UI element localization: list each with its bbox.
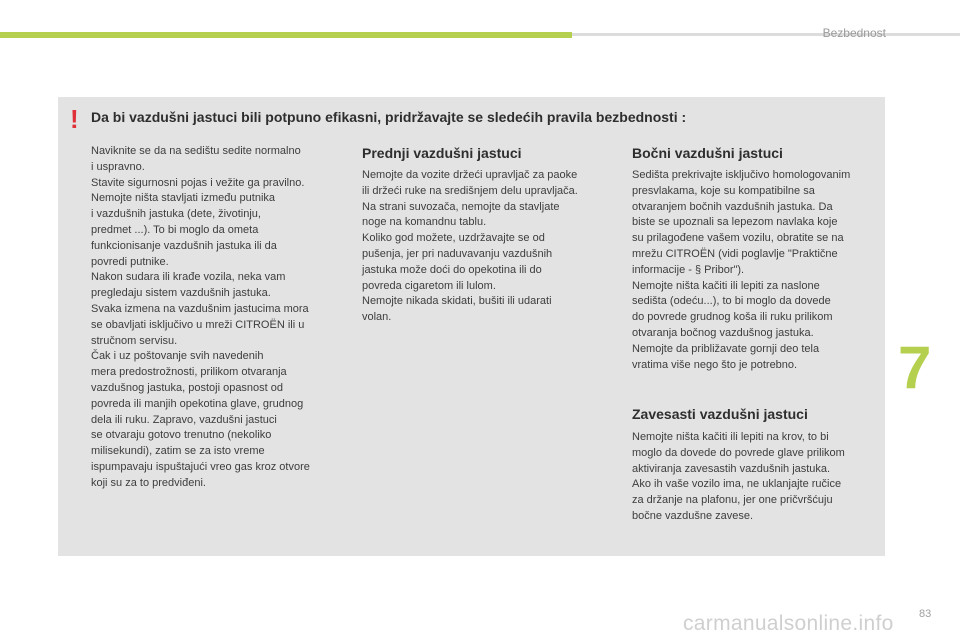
curtain-airbags-text (632, 430, 882, 525)
text-line: otvaranja bočnog vazdušnog jastuka. (632, 326, 814, 339)
text-line: za držanje na plafonu, jer one pričvršćuju (632, 494, 833, 507)
text-line: Koliko god možete, uzdržavajte se od (362, 232, 545, 245)
text-line: volan. (362, 311, 392, 324)
text-line: i uspravno. (91, 160, 145, 173)
text-line: Nemojte nikada skidati, bušiti ili udarati (362, 295, 552, 308)
text-line: povreda cigaretom ili lulom. (362, 279, 496, 292)
text-line: se otvaraju gotovo trenutno (nekoliko (91, 429, 272, 442)
watermark: carmanualsonline.info (683, 612, 894, 635)
text-line: Čak i uz poštovanje svih navedenih (91, 350, 264, 363)
text-line: Nakon sudara ili krađe vozila, neka vam (91, 271, 286, 284)
panel-heading: Da bi vazdušni jastuci bili potpuno efikasni, pridržavajte se sledećih pravila bezbednosti : (91, 109, 687, 125)
front-airbags-heading: Prednji vazdušni jastuci (362, 145, 522, 161)
text-line: bočne vazdušne zavese. (632, 509, 754, 522)
front-airbags-text (362, 168, 612, 326)
text-line: mera predostrožnosti, prilikom otvaranja (91, 366, 287, 379)
text-line: presvlakama, koje su kompatibilne sa (632, 184, 815, 197)
text-line: milisekundi), zatim se za isto vreme (91, 445, 265, 458)
text-line: aktiviranja zavesastih vazdušnih jastuka. (632, 462, 831, 475)
text-line: Nemojte da približavate gornji deo tela (632, 342, 820, 355)
header-accent-bar (0, 32, 572, 38)
text-line: vazdušnog jastuka, postoji opasnost od (91, 381, 284, 394)
text-line: otvaranjem bočnih vazdušnih jastuka. Da (632, 200, 833, 213)
text-line: ispumpavaju ispuštajući vreo gas kroz otvore (91, 460, 310, 473)
text-line: stručnom servisu. (91, 334, 178, 347)
text-line: povreda ili manjih opekotina glave, grudnog (91, 397, 304, 410)
chapter-number: 7 (898, 334, 932, 401)
general-rules-text (91, 144, 346, 492)
text-line: se obavljati isključivo u mreži CITROËN ili u (91, 318, 305, 331)
text-line: Svaka izmena na vazdušnim jastucima mora (91, 302, 309, 315)
text-line: jastuka može doći do opekotina ili do (362, 263, 542, 276)
text-line: koji su za to predviđeni. (91, 476, 206, 489)
text-line: i vazdušnih jastuka (dete, životinju, (91, 208, 261, 221)
text-line: pušenja, jer pri naduvavanju vazdušnih (362, 247, 553, 260)
text-line: Nemojte ništa stavljati između putnika (91, 192, 276, 205)
text-line: funkcionisanje vazdušnih jastuka ili da (91, 239, 277, 252)
side-airbags-text (632, 168, 882, 373)
text-line: sedišta (odeću...), to bi moglo da dovede (632, 295, 831, 308)
text-line: Nemojte da vozite držeći upravljač za paoke (362, 169, 578, 181)
text-line: su prilagođene vašem vozilu, obratite se na (632, 232, 844, 245)
text-line: do povrede grudnog koša ili ruku prilikom (632, 311, 833, 324)
text-line: povredi putnike. (91, 255, 169, 268)
text-line: Naviknite se da na sedištu sedite normalno (91, 145, 301, 157)
text-line: moglo da dovede do povrede glave prilikom (632, 446, 845, 459)
section-title: Bezbednost (822, 26, 886, 40)
text-line: Sedišta prekrivajte isključivo homologovanim (632, 169, 851, 181)
text-line: predmet ...). To bi moglo da ometa (91, 223, 259, 236)
text-line: pregledaju sistem vazdušnih jastuka. (91, 287, 271, 300)
text-line: Nemojte ništa kačiti ili lepiti na krov, to bi (632, 431, 829, 443)
text-line: ili držeći ruke na središnjem delu upravljača. (362, 184, 578, 197)
text-line: vratima više nego što je potrebno. (632, 358, 798, 371)
warning-exclamation-icon: ! (70, 104, 79, 134)
text-line: informacije - § Pribor"). (632, 263, 745, 276)
text-line: Ako ih vaše vozilo ima, ne uklanjajte ručice (632, 478, 842, 491)
text-line: mrežu CITROËN (vidi poglavlje "Praktične (632, 247, 838, 260)
text-line: Stavite sigurnosni pojas i vežite ga pravilno. (91, 176, 305, 189)
header-divider (572, 33, 960, 36)
page-number: 83 (919, 608, 932, 620)
text-line: dela ili ruku. Zapravo, vazdušni jastuci (91, 413, 277, 426)
text-line: noge na komandnu tablu. (362, 216, 487, 229)
text-line: Nemojte ništa kačiti ili lepiti za naslone (632, 279, 820, 292)
curtain-airbags-heading: Zavesasti vazdušni jastuci (632, 406, 808, 422)
side-airbags-heading: Bočni vazdušni jastuci (632, 145, 783, 161)
text-line: biste se upoznali sa lepezom navlaka koje (632, 216, 838, 229)
text-line: Na strani suvozača, nemojte da stavljate (362, 200, 560, 213)
